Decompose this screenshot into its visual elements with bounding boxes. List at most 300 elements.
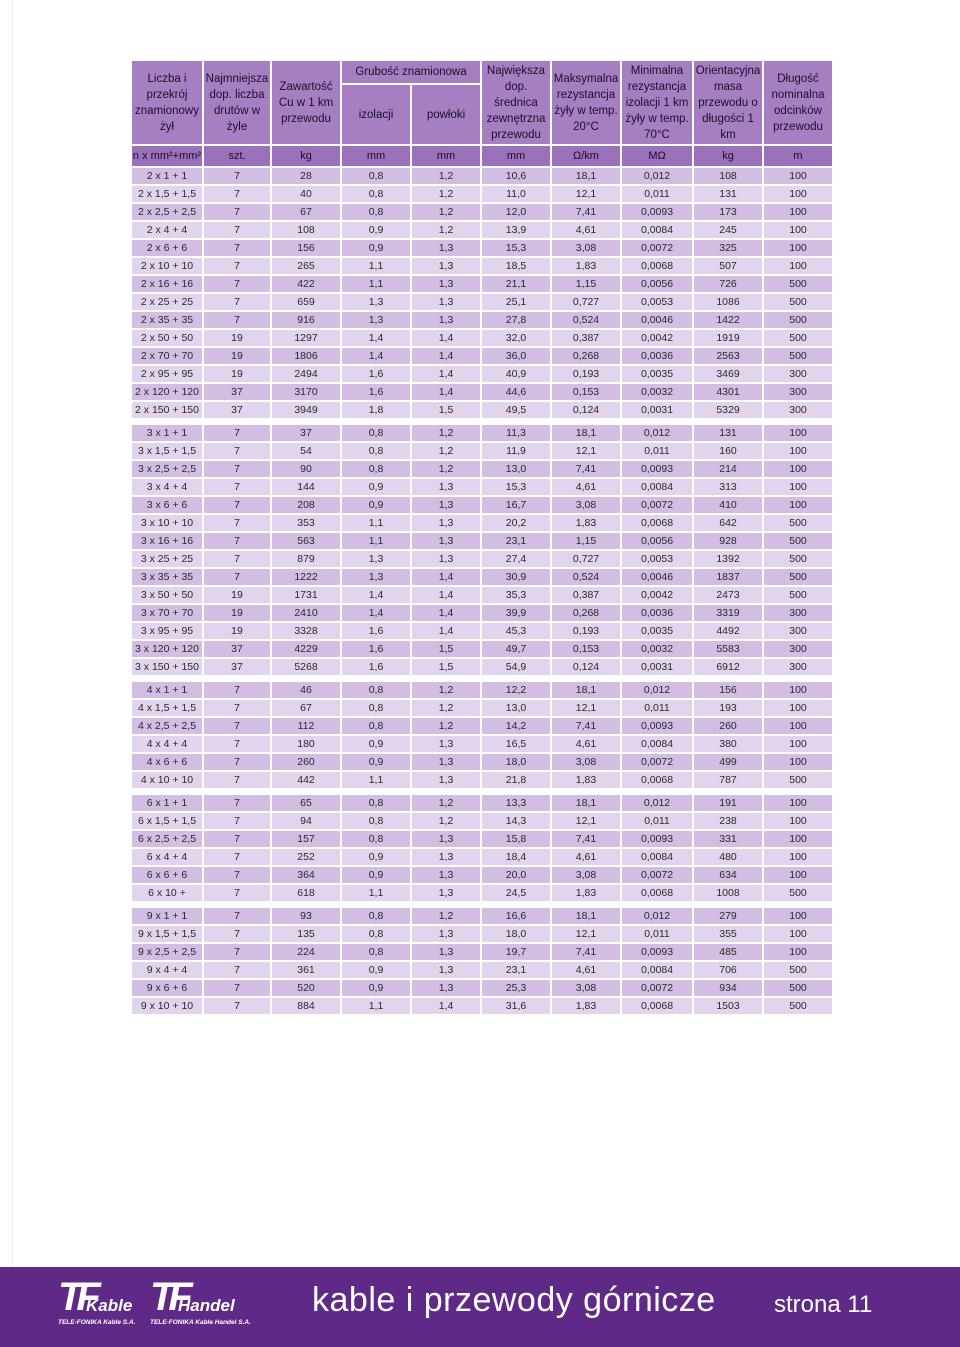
table-cell: 30,9 — [482, 569, 550, 585]
table-cell: 40 — [272, 186, 340, 202]
table-cell: 0,012 — [622, 795, 692, 811]
table-cell: 0,8 — [342, 944, 410, 960]
table-row — [132, 240, 832, 256]
cable-size-cell: 9 x 1 + 1 — [132, 908, 202, 924]
table-cell: 11,0 — [482, 186, 550, 202]
page-edge-line — [12, 0, 13, 1267]
table-cell: 7 — [204, 204, 270, 220]
table-cell: 0,0093 — [622, 718, 692, 734]
table-cell: 100 — [764, 736, 832, 752]
table-cell: 1,83 — [552, 772, 620, 788]
table-cell: 18,5 — [482, 258, 550, 274]
table-cell: 500 — [764, 515, 832, 531]
footer-bar — [0, 1267, 960, 1347]
table-cell: 37 — [204, 659, 270, 675]
table-cell: 1,1 — [342, 258, 410, 274]
table-row — [132, 551, 832, 567]
table-cell: 0,8 — [342, 700, 410, 716]
table-cell: 1,2 — [412, 908, 480, 924]
cable-size-cell: 3 x 4 + 4 — [132, 479, 202, 495]
table-cell: 1392 — [694, 551, 762, 567]
table-cell: 100 — [764, 944, 832, 960]
table-cell: 0,0068 — [622, 885, 692, 901]
table-cell: 39,9 — [482, 605, 550, 621]
table-cell: 0,0046 — [622, 569, 692, 585]
table-cell: 1,4 — [342, 605, 410, 621]
unit-cell: mm — [482, 146, 550, 166]
table-cell: 100 — [764, 754, 832, 770]
table-cell: 0,011 — [622, 443, 692, 459]
table-cell: 0,124 — [552, 402, 620, 418]
table-cell: 0,0036 — [622, 605, 692, 621]
cable-size-cell: 6 x 6 + 6 — [132, 867, 202, 883]
table-cell: 15,8 — [482, 831, 550, 847]
table-row — [132, 312, 832, 328]
table-cell: 1,15 — [552, 533, 620, 549]
table-row — [132, 754, 832, 770]
table-cell: 18,1 — [552, 425, 620, 441]
table-cell: 27,8 — [482, 312, 550, 328]
units-row — [132, 146, 832, 166]
table-row — [132, 204, 832, 220]
table-cell: 300 — [764, 605, 832, 621]
header-col-diameter: Największa dop. średnica zewnętrzna przewodu — [482, 61, 550, 144]
table-cell: 4229 — [272, 641, 340, 657]
cable-size-cell: 2 x 95 + 95 — [132, 366, 202, 382]
table-cell: 726 — [694, 276, 762, 292]
table-cell: 410 — [694, 497, 762, 513]
table-cell: 1,4 — [412, 605, 480, 621]
table-row — [132, 461, 832, 477]
table-cell: 325 — [694, 240, 762, 256]
table-cell: 1,4 — [412, 384, 480, 400]
table-cell: 7 — [204, 461, 270, 477]
tf-handel-logo-mark: TF — [150, 1275, 187, 1319]
table-cell: 0,8 — [342, 795, 410, 811]
table-cell: 32,0 — [482, 330, 550, 346]
table-cell: 40,9 — [482, 366, 550, 382]
table-cell: 1,3 — [412, 258, 480, 274]
table-cell: 180 — [272, 736, 340, 752]
cable-size-cell: 2 x 150 + 150 — [132, 402, 202, 418]
header-col-sheath: powłoki — [412, 85, 480, 144]
table-row — [132, 587, 832, 603]
table-cell: 0,524 — [552, 312, 620, 328]
table-cell: 7,41 — [552, 831, 620, 847]
table-row — [132, 641, 832, 657]
table-cell: 27,4 — [482, 551, 550, 567]
cable-size-cell: 3 x 10 + 10 — [132, 515, 202, 531]
table-cell: 18,4 — [482, 849, 550, 865]
table-cell: 100 — [764, 813, 832, 829]
table-cell: 20,0 — [482, 867, 550, 883]
table-cell: 1,83 — [552, 515, 620, 531]
table-cell: 7 — [204, 849, 270, 865]
cable-size-cell: 6 x 10 + — [132, 885, 202, 901]
table-cell: 0,8 — [342, 425, 410, 441]
table-cell: 1,3 — [342, 569, 410, 585]
table-cell: 1,5 — [412, 402, 480, 418]
table-row — [132, 772, 832, 788]
table-cell: 0,9 — [342, 479, 410, 495]
table-row — [132, 402, 832, 418]
table-cell: 0,124 — [552, 659, 620, 675]
table-row — [132, 736, 832, 752]
table-cell: 13,3 — [482, 795, 550, 811]
table-cell: 18,1 — [552, 168, 620, 184]
table-cell: 0,0072 — [622, 240, 692, 256]
table-cell: 12,1 — [552, 443, 620, 459]
table-cell: 2473 — [694, 587, 762, 603]
table-cell: 0,268 — [552, 348, 620, 364]
table-cell: 563 — [272, 533, 340, 549]
table-cell: 100 — [764, 443, 832, 459]
table-row — [132, 944, 832, 960]
page-number: strona 11 — [774, 1291, 873, 1318]
table-cell: 0,9 — [342, 980, 410, 996]
table-cell: 1,2 — [412, 461, 480, 477]
table-cell: 4,61 — [552, 962, 620, 978]
table-cell: 7 — [204, 980, 270, 996]
tf-kable-logo — [58, 1277, 148, 1333]
table-cell: 0,012 — [622, 168, 692, 184]
table-cell: 500 — [764, 569, 832, 585]
table-cell: 422 — [272, 276, 340, 292]
cable-size-cell: 3 x 50 + 50 — [132, 587, 202, 603]
table-cell: 100 — [764, 168, 832, 184]
table-cell: 1,3 — [342, 551, 410, 567]
table-cell: 0,0032 — [622, 384, 692, 400]
table-row — [132, 222, 832, 238]
table-cell: 260 — [272, 754, 340, 770]
table-cell: 94 — [272, 813, 340, 829]
table-row — [132, 623, 832, 639]
table-cell: 1806 — [272, 348, 340, 364]
header-col-resistance: Maksymalna rezystancja żyły w temp. 20°C — [552, 61, 620, 144]
table-cell: 12,0 — [482, 204, 550, 220]
table-cell: 0,9 — [342, 962, 410, 978]
cable-size-cell: 3 x 6 + 6 — [132, 497, 202, 513]
table-cell: 0,524 — [552, 569, 620, 585]
table-cell: 7 — [204, 867, 270, 883]
table-header — [132, 61, 832, 144]
table-cell: 0,268 — [552, 605, 620, 621]
table-cell: 2563 — [694, 348, 762, 364]
table-cell: 1,4 — [412, 366, 480, 382]
table-cell: 245 — [694, 222, 762, 238]
table-cell: 1,3 — [412, 240, 480, 256]
table-cell: 7 — [204, 718, 270, 734]
table-cell: 3319 — [694, 605, 762, 621]
table-cell: 11,3 — [482, 425, 550, 441]
tf-kable-logo-sub: TELE-FONIKA Kable S.A. — [58, 1319, 136, 1326]
table-cell: 90 — [272, 461, 340, 477]
table-cell: 0,0053 — [622, 294, 692, 310]
table-row — [132, 867, 832, 883]
table-cell: 100 — [764, 497, 832, 513]
table-cell: 0,193 — [552, 366, 620, 382]
table-cell: 642 — [694, 515, 762, 531]
table-cell: 380 — [694, 736, 762, 752]
table-cell: 93 — [272, 908, 340, 924]
table-cell: 14,3 — [482, 813, 550, 829]
table-cell: 19 — [204, 623, 270, 639]
table-cell: 0,193 — [552, 623, 620, 639]
cable-size-cell: 3 x 150 + 150 — [132, 659, 202, 675]
table-cell: 7 — [204, 813, 270, 829]
table-cell: 7 — [204, 754, 270, 770]
cable-size-cell: 3 x 2,5 + 2,5 — [132, 461, 202, 477]
table-cell: 787 — [694, 772, 762, 788]
table-cell: 1,2 — [412, 168, 480, 184]
cable-size-cell: 3 x 16 + 16 — [132, 533, 202, 549]
table-cell: 0,8 — [342, 443, 410, 459]
table-cell: 19 — [204, 366, 270, 382]
table-cell: 0,0068 — [622, 515, 692, 531]
table-row — [132, 330, 832, 346]
cable-size-cell: 4 x 10 + 10 — [132, 772, 202, 788]
cable-size-cell: 3 x 1,5 + 1,5 — [132, 443, 202, 459]
table-cell: 928 — [694, 533, 762, 549]
table-cell: 0,0084 — [622, 222, 692, 238]
cable-size-cell: 2 x 1 + 1 — [132, 168, 202, 184]
table-row — [132, 831, 832, 847]
table-cell: 1,3 — [412, 849, 480, 865]
table-cell: 1,3 — [412, 533, 480, 549]
table-cell: 7 — [204, 515, 270, 531]
table-cell: 7 — [204, 926, 270, 942]
table-cell: 1,3 — [412, 962, 480, 978]
table-cell: 7 — [204, 168, 270, 184]
table-cell: 0,0031 — [622, 659, 692, 675]
table-cell: 500 — [764, 330, 832, 346]
table-cell: 7 — [204, 443, 270, 459]
table-cell: 35,3 — [482, 587, 550, 603]
table-cell: 135 — [272, 926, 340, 942]
table-cell: 1,6 — [342, 366, 410, 382]
cable-size-cell: 3 x 25 + 25 — [132, 551, 202, 567]
table-cell: 0,011 — [622, 813, 692, 829]
table-cell: 36,0 — [482, 348, 550, 364]
cable-size-cell: 2 x 35 + 35 — [132, 312, 202, 328]
table-cell: 7 — [204, 276, 270, 292]
table-cell: 0,0072 — [622, 867, 692, 883]
table-cell: 634 — [694, 867, 762, 883]
table-cell: 0,153 — [552, 384, 620, 400]
table-cell: 1422 — [694, 312, 762, 328]
table-cell: 1,4 — [342, 330, 410, 346]
table-cell: 0,0093 — [622, 831, 692, 847]
table-cell: 18,1 — [552, 908, 620, 924]
table-cell: 7 — [204, 222, 270, 238]
table-cell: 279 — [694, 908, 762, 924]
table-cell: 300 — [764, 641, 832, 657]
tf-kable-logo-word: Kable — [86, 1296, 133, 1315]
table-cell: 224 — [272, 944, 340, 960]
table-cell: 879 — [272, 551, 340, 567]
table-cell: 618 — [272, 885, 340, 901]
footer-title: kable i przewody górnicze — [312, 1281, 716, 1319]
table-cell: 265 — [272, 258, 340, 274]
table-cell: 15,3 — [482, 479, 550, 495]
table-cell: 25,3 — [482, 980, 550, 996]
header-col-cu: Zawartość Cu w 1 km przewodu — [272, 61, 340, 144]
table-cell: 0,011 — [622, 700, 692, 716]
table-cell: 1,4 — [342, 587, 410, 603]
table-cell: 0,8 — [342, 718, 410, 734]
table-cell: 0,0031 — [622, 402, 692, 418]
table-cell: 12,2 — [482, 682, 550, 698]
table-cell: 7 — [204, 736, 270, 752]
table-cell: 208 — [272, 497, 340, 513]
header-col-cores: Liczba i przekrój znamionowy żył — [132, 61, 202, 144]
table-cell: 4,61 — [552, 736, 620, 752]
table-cell: 100 — [764, 479, 832, 495]
table-cell: 1,3 — [412, 754, 480, 770]
table-cell: 12,1 — [552, 926, 620, 942]
cable-size-cell: 6 x 1 + 1 — [132, 795, 202, 811]
cable-size-cell: 4 x 2,5 + 2,5 — [132, 718, 202, 734]
table-cell: 108 — [272, 222, 340, 238]
table-cell: 0,0072 — [622, 754, 692, 770]
table-cell: 12,1 — [552, 186, 620, 202]
table-cell: 934 — [694, 980, 762, 996]
cable-size-cell: 2 x 16 + 16 — [132, 276, 202, 292]
table-cell: 100 — [764, 849, 832, 865]
unit-cell: mm — [342, 146, 410, 166]
table-cell: 3,08 — [552, 497, 620, 513]
table-cell: 0,9 — [342, 849, 410, 865]
table-cell: 442 — [272, 772, 340, 788]
table-row — [132, 962, 832, 978]
table-cell: 100 — [764, 926, 832, 942]
table-cell: 14,2 — [482, 718, 550, 734]
table-cell: 54 — [272, 443, 340, 459]
table-cell: 28 — [272, 168, 340, 184]
table-cell: 3,08 — [552, 754, 620, 770]
table-cell: 1,3 — [412, 772, 480, 788]
table-row — [132, 294, 832, 310]
table-cell: 7 — [204, 772, 270, 788]
table-cell: 144 — [272, 479, 340, 495]
table-cell: 1,1 — [342, 276, 410, 292]
table-cell: 7 — [204, 569, 270, 585]
table-cell: 21,1 — [482, 276, 550, 292]
cable-size-cell: 3 x 35 + 35 — [132, 569, 202, 585]
unit-cell: kg — [272, 146, 340, 166]
table-cell: 361 — [272, 962, 340, 978]
table-row — [132, 348, 832, 364]
table-cell: 313 — [694, 479, 762, 495]
table-cell: 1,3 — [412, 944, 480, 960]
table-cell: 7 — [204, 312, 270, 328]
table-cell: 0,0053 — [622, 551, 692, 567]
table-cell: 12,1 — [552, 700, 620, 716]
table-cell: 1,3 — [412, 312, 480, 328]
table-cell: 1,1 — [342, 998, 410, 1014]
table-cell: 1,4 — [342, 348, 410, 364]
table-cell: 0,0068 — [622, 772, 692, 788]
table-cell: 7 — [204, 998, 270, 1014]
table-cell: 1,6 — [342, 623, 410, 639]
table-cell: 5268 — [272, 659, 340, 675]
table-cell: 1,3 — [342, 312, 410, 328]
table-row — [132, 186, 832, 202]
table-cell: 6912 — [694, 659, 762, 675]
table-cell: 49,7 — [482, 641, 550, 657]
table-cell: 100 — [764, 258, 832, 274]
table-cell: 25,1 — [482, 294, 550, 310]
group-separator-cell — [132, 790, 832, 793]
table-row — [132, 515, 832, 531]
header-group-thickness: Grubość znamionowa — [342, 61, 480, 83]
table-cell: 49,5 — [482, 402, 550, 418]
table-cell: 1,3 — [412, 497, 480, 513]
cable-size-cell: 2 x 120 + 120 — [132, 384, 202, 400]
unit-cell: kg — [694, 146, 762, 166]
unit-cell: mm — [412, 146, 480, 166]
table-cell: 3,08 — [552, 240, 620, 256]
cable-size-cell: 2 x 70 + 70 — [132, 348, 202, 364]
table-cell: 0,0056 — [622, 276, 692, 292]
table-cell: 37 — [204, 402, 270, 418]
cable-size-cell: 9 x 2,5 + 2,5 — [132, 944, 202, 960]
table-row — [132, 885, 832, 901]
table-cell: 0,387 — [552, 330, 620, 346]
tf-handel-logo-sub: TELE-FONIKA Kable Handel S.A. — [150, 1319, 251, 1326]
table-cell: 1,5 — [412, 641, 480, 657]
cable-size-cell: 3 x 70 + 70 — [132, 605, 202, 621]
table-cell: 1919 — [694, 330, 762, 346]
table-row — [132, 533, 832, 549]
table-cell: 0,8 — [342, 908, 410, 924]
table-cell: 156 — [694, 682, 762, 698]
cable-size-cell: 2 x 25 + 25 — [132, 294, 202, 310]
table-cell: 108 — [694, 168, 762, 184]
table-cell: 191 — [694, 795, 762, 811]
tf-handel-logo-word: Handel — [178, 1296, 235, 1315]
table-cell: 1,8 — [342, 402, 410, 418]
table-cell: 1,2 — [412, 718, 480, 734]
cable-size-cell: 6 x 1,5 + 1,5 — [132, 813, 202, 829]
table-cell: 499 — [694, 754, 762, 770]
table-row — [132, 795, 832, 811]
tf-kable-logo-mark: TF — [58, 1275, 95, 1319]
table-cell: 0,012 — [622, 682, 692, 698]
table-cell: 1,2 — [412, 204, 480, 220]
table-cell: 7 — [204, 479, 270, 495]
table-cell: 23,1 — [482, 962, 550, 978]
group-separator — [132, 903, 832, 906]
table-cell: 507 — [694, 258, 762, 274]
table-cell: 0,0093 — [622, 204, 692, 220]
table-cell: 1,6 — [342, 659, 410, 675]
table-cell: 100 — [764, 682, 832, 698]
table-cell: 0,387 — [552, 587, 620, 603]
table-row — [132, 479, 832, 495]
table-cell: 1297 — [272, 330, 340, 346]
table-cell: 1,83 — [552, 885, 620, 901]
table-row — [132, 168, 832, 184]
table-cell: 100 — [764, 204, 832, 220]
table-cell: 100 — [764, 240, 832, 256]
table-cell: 7 — [204, 533, 270, 549]
table-cell: 1,3 — [412, 276, 480, 292]
table-cell: 19 — [204, 587, 270, 603]
table-cell: 1,4 — [412, 587, 480, 603]
cable-size-cell: 4 x 6 + 6 — [132, 754, 202, 770]
table-cell: 1,3 — [412, 294, 480, 310]
